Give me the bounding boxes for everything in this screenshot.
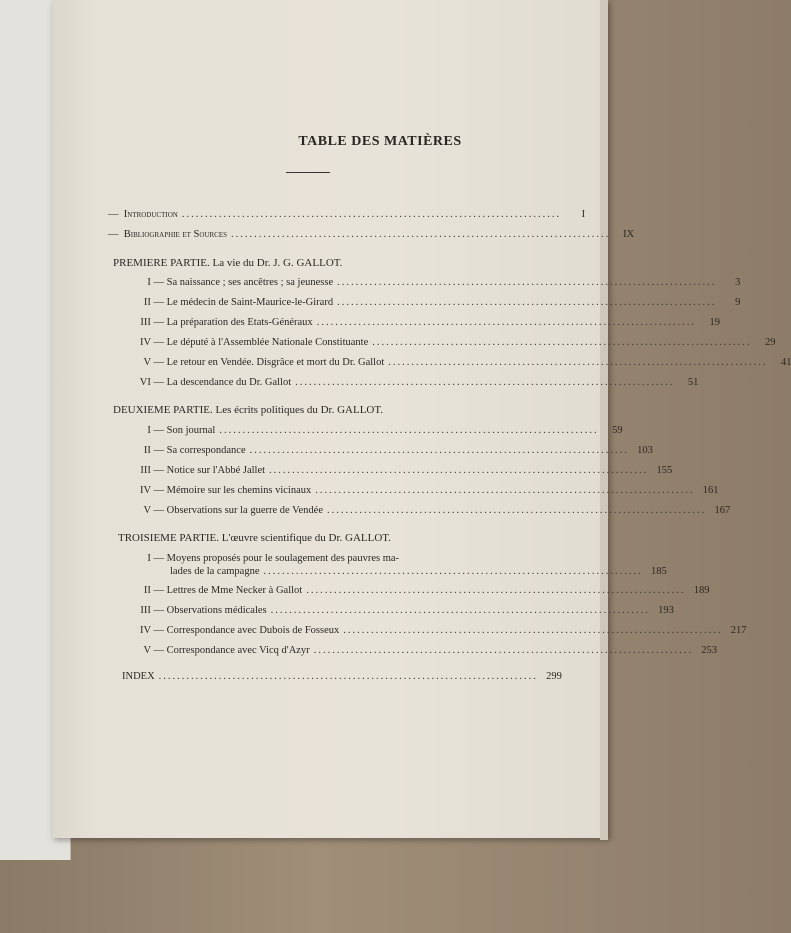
entry-label: Mémoire sur les chemins vicinaux bbox=[166, 485, 312, 496]
toc-entry: III — Notice sur l'Abbé Jallet .................................................................................. 155 bbox=[140, 465, 673, 476]
toc-entry: II — Lettres de Mme Necker à Gallot .................................................................................. 189 bbox=[143, 585, 710, 596]
toc-entry: II — Le médecin de Saint-Maurice-le-Girard .................................................................................. 9 bbox=[143, 297, 741, 308]
page-number: 29 bbox=[765, 337, 776, 348]
page-number: 161 bbox=[702, 485, 719, 496]
entry-label: INDEX bbox=[122, 671, 155, 682]
part-heading: DEUXIEME PARTIE. Les écrits politiques du Dr. GALLOT. bbox=[113, 404, 384, 416]
page-number: IX bbox=[623, 229, 635, 240]
toc-entry-bibliographie: — Bibliographie et Sources .................................................................................. IX bbox=[108, 229, 635, 240]
part-heading: PREMIERE PARTIE. La vie du Dr. J. G. GALLOT. bbox=[113, 257, 343, 269]
toc-entry: IV — Mémoire sur les chemins vicinaux .................................................................................. 161 bbox=[139, 485, 719, 496]
toc-entry: II — Sa correspondance .................................................................................. 103 bbox=[143, 445, 653, 456]
entry-label: Observations médicales bbox=[166, 605, 267, 616]
page-number: 3 bbox=[735, 277, 741, 288]
entry-label: Moyens proposés pour le soulagement des pauvres ma- bbox=[166, 553, 400, 564]
page-number: 103 bbox=[637, 445, 653, 456]
entry-label: Le député à l'Assemblée Nationale Constituante bbox=[166, 337, 369, 348]
page-number: 167 bbox=[714, 505, 731, 516]
entry-label: Sa correspondance bbox=[166, 445, 246, 456]
page-number: 59 bbox=[612, 425, 623, 436]
toc-entry: III — Observations médicales .................................................................................. 193 bbox=[140, 605, 674, 616]
page-edge bbox=[600, 0, 608, 840]
entry-label: Sa naissance ; ses ancêtres ; sa jeunesse bbox=[166, 277, 334, 288]
toc-entry: IV — Correspondance avec Dubois de Fosseux .................................................................................. 217 bbox=[139, 625, 747, 636]
entry-label: La descendance du Dr. Gallot bbox=[166, 377, 292, 388]
page-number: 185 bbox=[651, 566, 667, 577]
entry-label-continued: lades de la campagne bbox=[170, 566, 260, 577]
toc-entry-index: INDEX .................................................................................. 299 bbox=[122, 671, 562, 682]
page-number: 51 bbox=[687, 377, 699, 388]
entry-label: Lettres de Mme Necker à Gallot bbox=[166, 585, 303, 596]
toc-entry: lades de la campagne .................................................................................. 185 bbox=[170, 566, 667, 577]
page-number: 189 bbox=[693, 585, 710, 596]
page-title: TABLE DES MATIÈRES bbox=[298, 134, 462, 149]
page-number: 193 bbox=[658, 605, 674, 616]
page-number: 19 bbox=[709, 317, 720, 328]
page-number: 41 bbox=[780, 357, 791, 368]
toc-entry: I — Sa naissance ; ses ancêtres ; sa jeunesse .................................................................................. 3 bbox=[147, 277, 741, 288]
entry-label: Observations sur la guerre de Vendée bbox=[166, 505, 324, 516]
page-number: I bbox=[581, 209, 586, 220]
toc-entry-introduction: — Introduction .................................................................................. I bbox=[108, 209, 586, 220]
page-number: 217 bbox=[730, 625, 747, 636]
entry-label: Introduction bbox=[123, 209, 178, 220]
entry-label: Son journal bbox=[166, 425, 216, 436]
page-number: 9 bbox=[735, 297, 741, 308]
entry-label: Bibliographie et Sources bbox=[123, 229, 228, 240]
entry-label: La préparation des Etats-Généraux bbox=[166, 317, 313, 328]
entry-label: Le retour en Vendée. Disgrâce et mort du Dr. Gallot bbox=[166, 357, 385, 368]
entry-label: Correspondance avec Vicq d'Azyr bbox=[166, 645, 310, 656]
page-number: 253 bbox=[701, 645, 717, 656]
entry-label: Notice sur l'Abbé Jallet bbox=[166, 465, 266, 476]
page-number: 155 bbox=[656, 465, 673, 476]
toc-entry: VI — La descendance du Dr. Gallot .................................................................................. 51 bbox=[139, 377, 699, 388]
toc-entry: III — La préparation des Etats-Généraux .................................................................................. 19 bbox=[140, 317, 720, 328]
toc-entry: IV — Le député à l'Assemblée Nationale Constituante .................................................................................. 29 bbox=[139, 337, 776, 348]
toc-entry: V — Correspondance avec Vicq d'Azyr .................................................................................. 253 bbox=[143, 645, 717, 656]
title-rule bbox=[286, 172, 330, 173]
toc-entry: V — Le retour en Vendée. Disgrâce et mort du Dr. Gallot .................................................................................. 41 bbox=[143, 357, 791, 368]
entry-label: Correspondance avec Dubois de Fosseux bbox=[166, 625, 340, 636]
toc-entry-label-line1: I — Moyens proposés pour le soulagement des pauvres ma- bbox=[147, 553, 400, 564]
toc-entry: I — Son journal .................................................................................. 59 bbox=[147, 425, 623, 436]
toc-entry: V — Observations sur la guerre de Vendée .................................................................................. 167 bbox=[143, 505, 731, 516]
page-number: 299 bbox=[546, 671, 562, 682]
entry-label: Le médecin de Saint-Maurice-le-Girard bbox=[166, 297, 334, 308]
part-heading: TROISIEME PARTIE. L'œuvre scientifique du Dr. GALLOT. bbox=[118, 532, 391, 544]
